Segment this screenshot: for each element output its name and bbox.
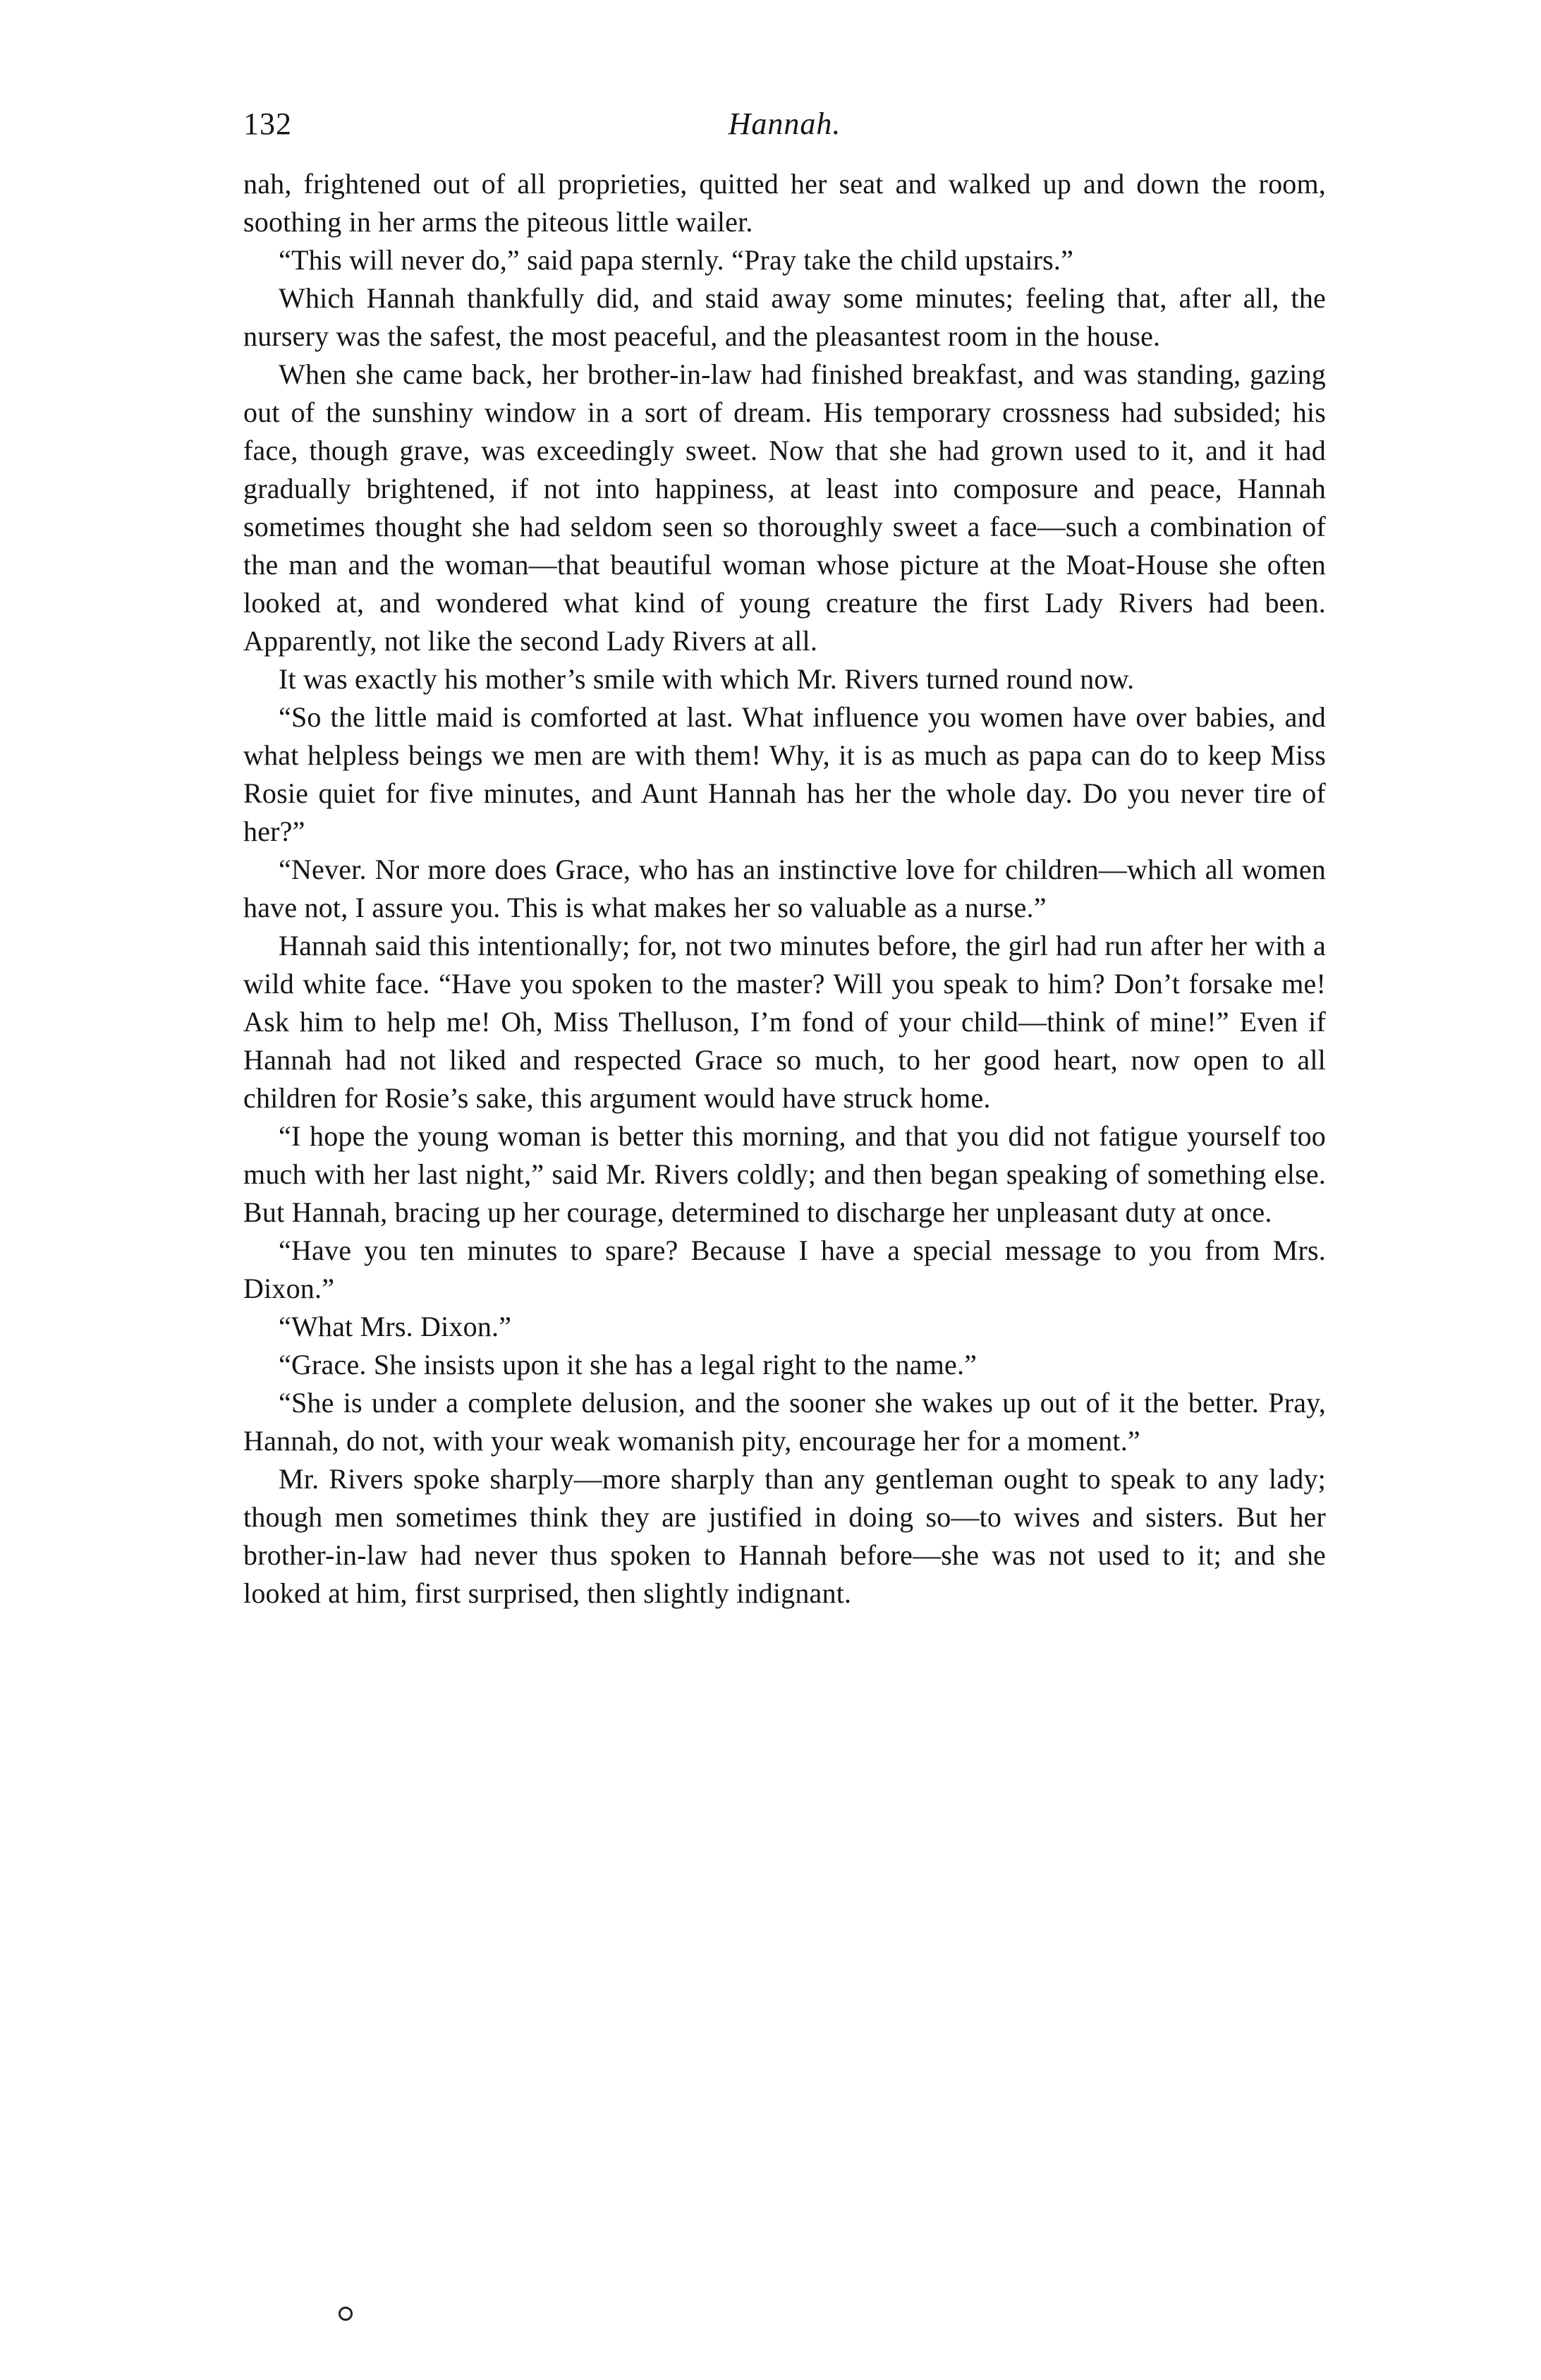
page-number: 132 <box>243 107 292 141</box>
paragraph: Which Hannah thankfully did, and staid away some minutes; feeling that, after all, the nursery was the safest, the most peaceful, and the pleasantest room in the house. <box>243 282 1326 352</box>
book-page <box>243 106 1326 1613</box>
running-title: Hannah. <box>728 107 841 141</box>
paragraph: When she came back, her brother-in-law had finished breakfast, and was standing, gazing out of the sunshiny window in a sort of dream. His temporary crossness had subsided; his face, though grave, was exceedingly sweet. Now that she had grown used to it, and it had gradually brightened, if not into happiness, at least into composure and peace, Hannah sometimes thought she had seldom seen so thoroughly sweet a face—such a combination of the man and the woman—that beautiful woman whose picture at the Moat-House she often looked at, and wondered what kind of young creature the first Lady Rivers had been. Apparently, not like the second Lady Rivers at all. <box>243 358 1326 657</box>
running-head <box>243 106 1326 155</box>
paragraph: It was exactly his mother’s smile with which Mr. Rivers turned round now. <box>279 663 1135 695</box>
printer-mark-icon <box>339 2307 353 2321</box>
paragraph: “I hope the young woman is better this morning, and that you did not fatigue yourself too much with her last night,” said Mr. Rivers coldly; and then began speaking of something else. But Hannah, bracing up her courage, determined to discharge her unpleasant duty at once. <box>243 1120 1326 1228</box>
paragraph: “What Mrs. Dixon.” <box>279 1311 512 1342</box>
paragraph: Mr. Rivers spoke sharply—more sharply than any gentleman ought to speak to any lady; though men sometimes think they are justified in doing so—to wives and sisters. But her brother-in-law had never thus spoken to Hannah before—she was not used to it; and she looked at him, first surprised, then slightly indignant. <box>243 1463 1326 1609</box>
paragraph: “So the little maid is comforted at last. What influence you women have over babies, and what helpless beings we men are with them! Why, it is as much as papa can do to keep Miss Rosie quiet for five minutes, and Aunt Hannah has her the whole day. Do you never tire of her?” <box>243 701 1326 847</box>
paragraph: “Never. Nor more does Grace, who has an instinctive love for children—which all women have not, I assure you. This is what makes her so valuable as a nurse.” <box>243 854 1326 923</box>
paragraph: “Grace. She insists upon it she has a legal right to the name.” <box>279 1349 977 1380</box>
paragraph: Hannah said this intentionally; for, not two minutes before, the girl had run after her with a wild white face. “Have you spoken to the master? Will you speak to him? Don’t forsake me! Ask him to help me! Oh, Miss Thelluson, I’m fond of your child—think of mine!” Even if Hannah had not liked and respected Grace so much, to her good heart, now open to all children for Rosie’s sake, this argument would have struck home. <box>243 930 1326 1114</box>
body-text <box>243 165 1326 1613</box>
paragraph: nah, frightened out of all proprieties, quitted her seat and walked up and down the room, soothing in her arms the piteous little wailer. <box>243 168 1326 238</box>
paragraph: “She is under a complete delusion, and the sooner she wakes up out of it the better. Pray, Hannah, do not, with your weak womanish pity, encourage her for a moment.” <box>243 1387 1326 1457</box>
paragraph: “Have you ten minutes to spare? Because I have a special message to you from Mrs. Dixon.” <box>243 1234 1326 1304</box>
paragraph: “This will never do,” said papa sternly. “Pray take the child upstairs.” <box>279 244 1074 276</box>
